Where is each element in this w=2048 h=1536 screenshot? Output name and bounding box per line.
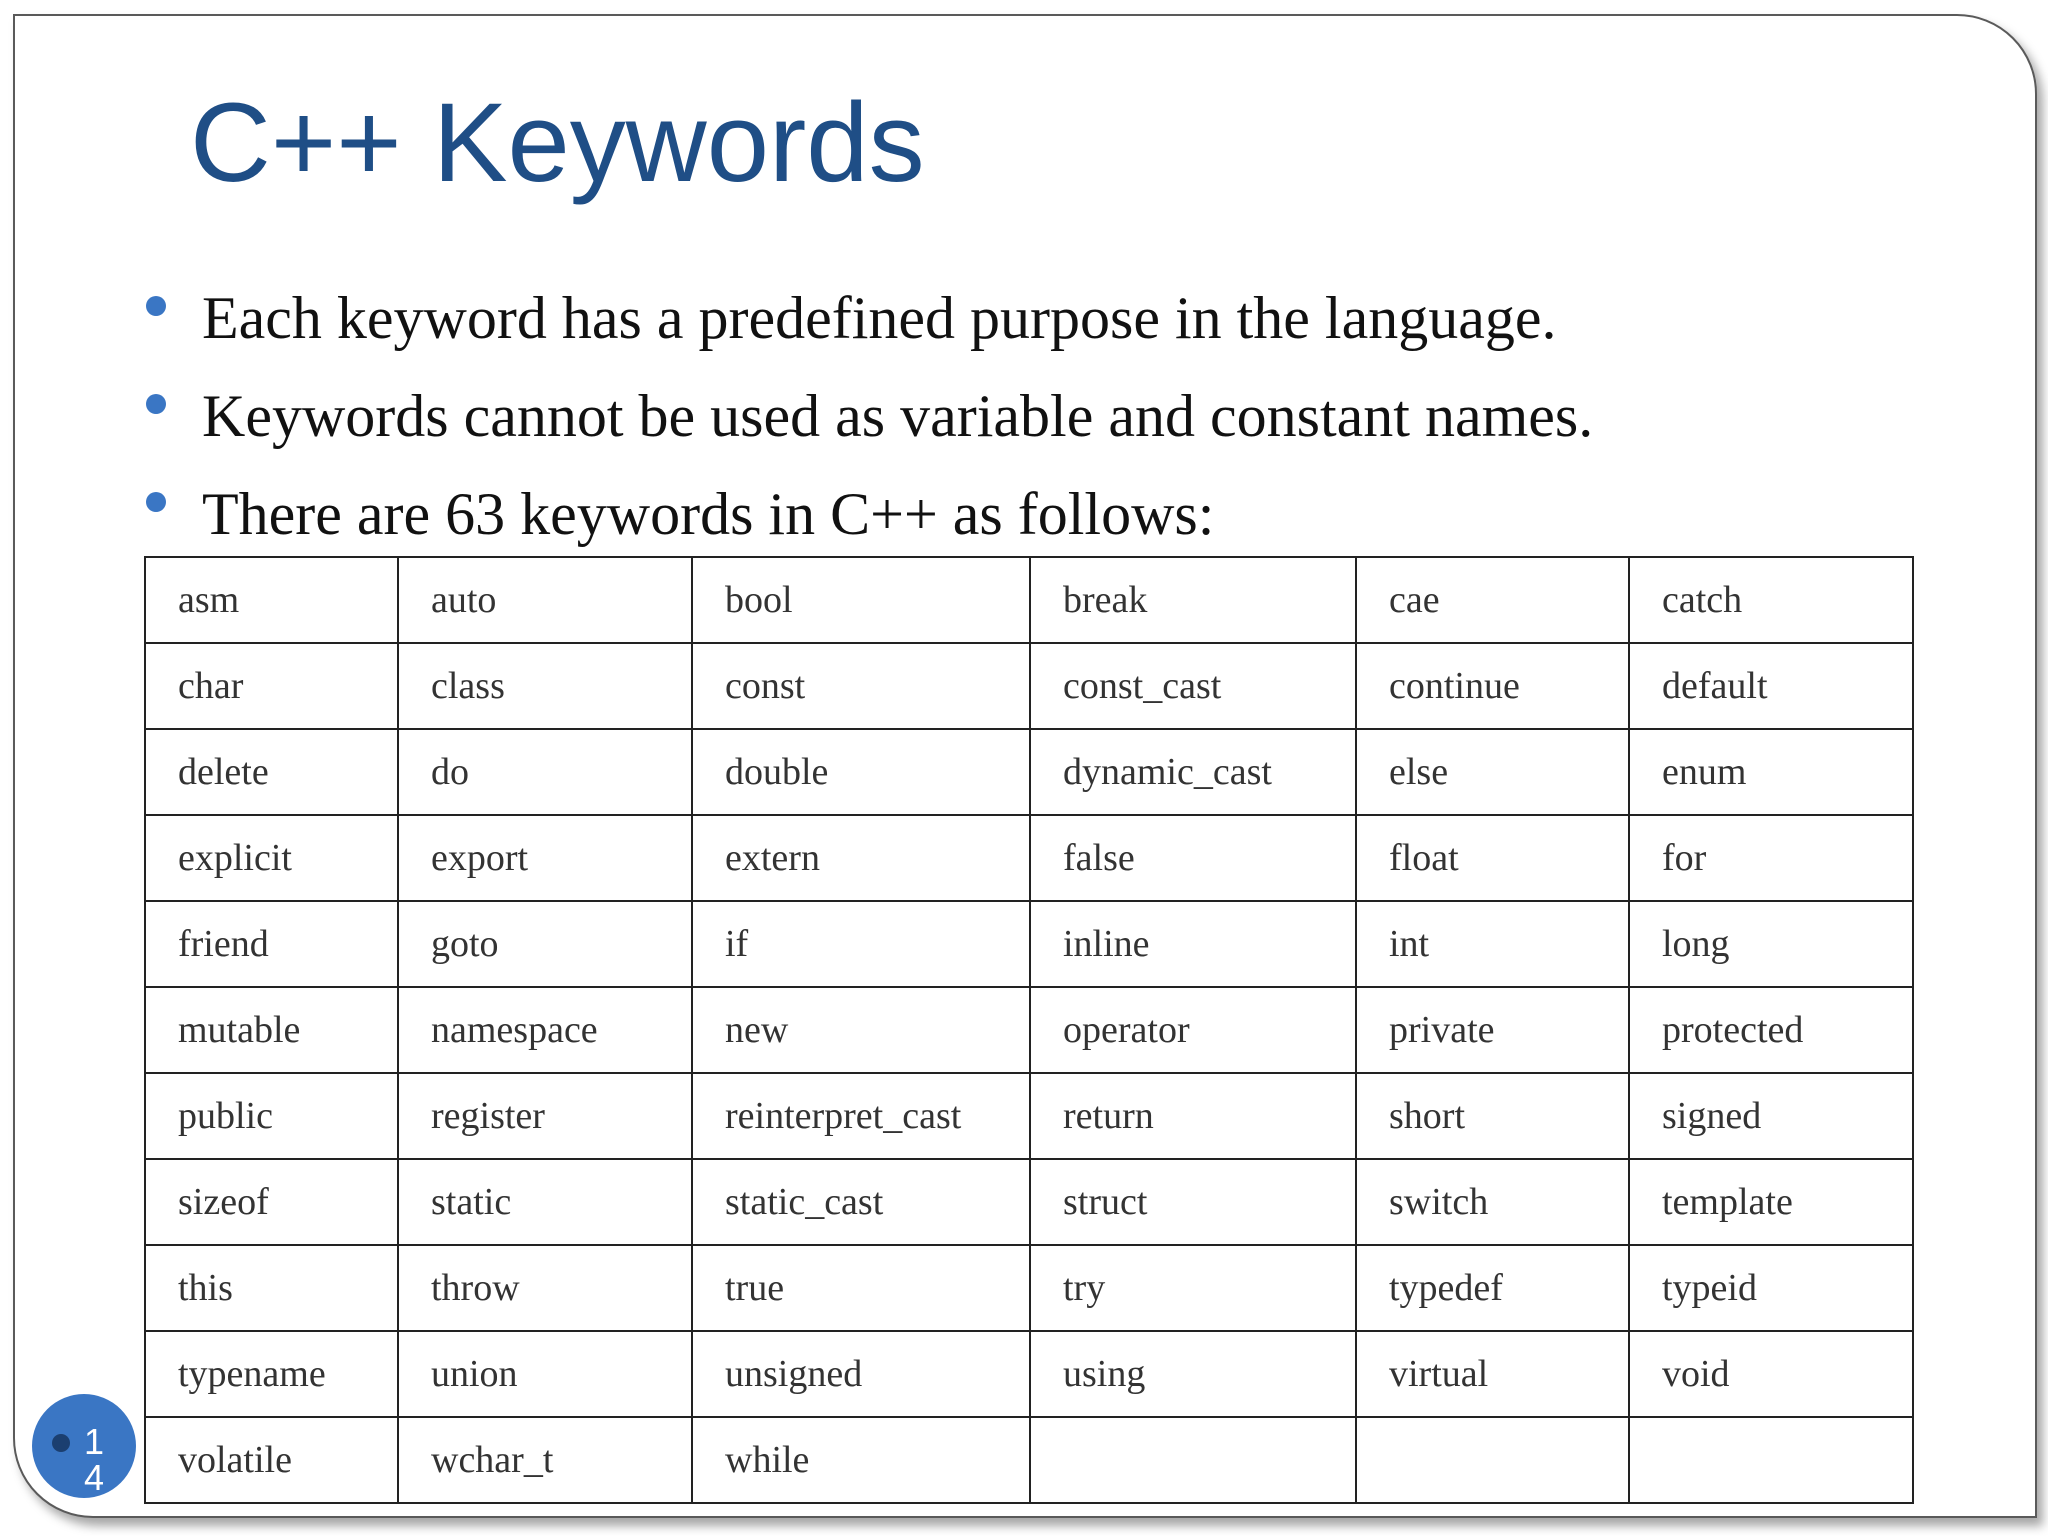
bullet-dot-icon <box>146 296 166 316</box>
keyword-cell: register <box>398 1073 692 1159</box>
keyword-cell: protected <box>1629 987 1913 1073</box>
keyword-cell <box>1356 1417 1629 1503</box>
slide-title: C++ Keywords <box>190 80 925 205</box>
bullet-list <box>142 272 1992 566</box>
table-row <box>145 1159 1913 1245</box>
keyword-cell: union <box>398 1331 692 1417</box>
keyword-cell: struct <box>1030 1159 1356 1245</box>
table-row <box>145 815 1913 901</box>
keyword-cell: auto <box>398 557 692 643</box>
keyword-cell: while <box>692 1417 1030 1503</box>
keyword-cell: double <box>692 729 1030 815</box>
bullet-dot-icon <box>146 394 166 414</box>
keyword-cell <box>1629 1417 1913 1503</box>
keyword-cell: false <box>1030 815 1356 901</box>
keyword-cell: public <box>145 1073 398 1159</box>
table-row <box>145 1073 1913 1159</box>
keyword-cell: const_cast <box>1030 643 1356 729</box>
keyword-cell: extern <box>692 815 1030 901</box>
table-row <box>145 1245 1913 1331</box>
page-number-badge <box>32 1394 136 1498</box>
keyword-cell: bool <box>692 557 1030 643</box>
keyword-cell: this <box>145 1245 398 1331</box>
keyword-cell: inline <box>1030 901 1356 987</box>
keyword-cell: continue <box>1356 643 1629 729</box>
keyword-cell: export <box>398 815 692 901</box>
keyword-cell: sizeof <box>145 1159 398 1245</box>
keyword-cell: int <box>1356 901 1629 987</box>
keyword-cell: throw <box>398 1245 692 1331</box>
keyword-cell: typedef <box>1356 1245 1629 1331</box>
keyword-cell: true <box>692 1245 1030 1331</box>
bullet-item <box>142 272 1992 370</box>
keyword-cell: switch <box>1356 1159 1629 1245</box>
keyword-cell: enum <box>1629 729 1913 815</box>
table-row <box>145 729 1913 815</box>
keyword-cell: for <box>1629 815 1913 901</box>
keyword-cell: mutable <box>145 987 398 1073</box>
keyword-cell: const <box>692 643 1030 729</box>
page-number: 14 <box>84 1421 105 1498</box>
bullet-dot-icon <box>146 492 166 512</box>
keyword-cell: try <box>1030 1245 1356 1331</box>
bullet-item <box>142 370 1992 468</box>
keyword-cell: catch <box>1629 557 1913 643</box>
keyword-cell: short <box>1356 1073 1629 1159</box>
bullet-text: There are 63 keywords in C++ as follows: <box>202 481 1215 547</box>
keyword-cell: static_cast <box>692 1159 1030 1245</box>
bullet-text: Each keyword has a predefined purpose in the language. <box>202 285 1557 351</box>
table-row <box>145 1417 1913 1503</box>
keyword-cell: if <box>692 901 1030 987</box>
keyword-cell: explicit <box>145 815 398 901</box>
keyword-cell <box>1030 1417 1356 1503</box>
keyword-cell: new <box>692 987 1030 1073</box>
keyword-cell: cae <box>1356 557 1629 643</box>
keyword-cell: dynamic_cast <box>1030 729 1356 815</box>
keyword-cell: do <box>398 729 692 815</box>
keywords-table <box>144 556 1914 1504</box>
keyword-cell: break <box>1030 557 1356 643</box>
keyword-cell: return <box>1030 1073 1356 1159</box>
bullet-item <box>142 468 1992 566</box>
keyword-cell: long <box>1629 901 1913 987</box>
keyword-cell: unsigned <box>692 1331 1030 1417</box>
keyword-cell: namespace <box>398 987 692 1073</box>
keyword-cell: private <box>1356 987 1629 1073</box>
keywords-table-body <box>145 557 1913 1503</box>
keyword-cell: using <box>1030 1331 1356 1417</box>
table-row <box>145 987 1913 1073</box>
keyword-cell: wchar_t <box>398 1417 692 1503</box>
keyword-cell: reinterpret_cast <box>692 1073 1030 1159</box>
keyword-cell: template <box>1629 1159 1913 1245</box>
bullet-text: Keywords cannot be used as variable and constant names. <box>202 383 1594 449</box>
table-row <box>145 557 1913 643</box>
keyword-cell: signed <box>1629 1073 1913 1159</box>
keyword-cell: float <box>1356 815 1629 901</box>
keyword-cell: void <box>1629 1331 1913 1417</box>
keyword-cell: goto <box>398 901 692 987</box>
table-row <box>145 1331 1913 1417</box>
keyword-cell: operator <box>1030 987 1356 1073</box>
keyword-cell: typeid <box>1629 1245 1913 1331</box>
keyword-cell: asm <box>145 557 398 643</box>
keyword-cell: typename <box>145 1331 398 1417</box>
table-row <box>145 643 1913 729</box>
keyword-cell: char <box>145 643 398 729</box>
keyword-cell: default <box>1629 643 1913 729</box>
keyword-cell: friend <box>145 901 398 987</box>
keyword-cell: virtual <box>1356 1331 1629 1417</box>
table-row <box>145 901 1913 987</box>
keyword-cell: static <box>398 1159 692 1245</box>
keyword-cell: else <box>1356 729 1629 815</box>
keyword-cell: class <box>398 643 692 729</box>
keyword-cell: delete <box>145 729 398 815</box>
badge-dot-icon <box>52 1434 70 1452</box>
keyword-cell: volatile <box>145 1417 398 1503</box>
